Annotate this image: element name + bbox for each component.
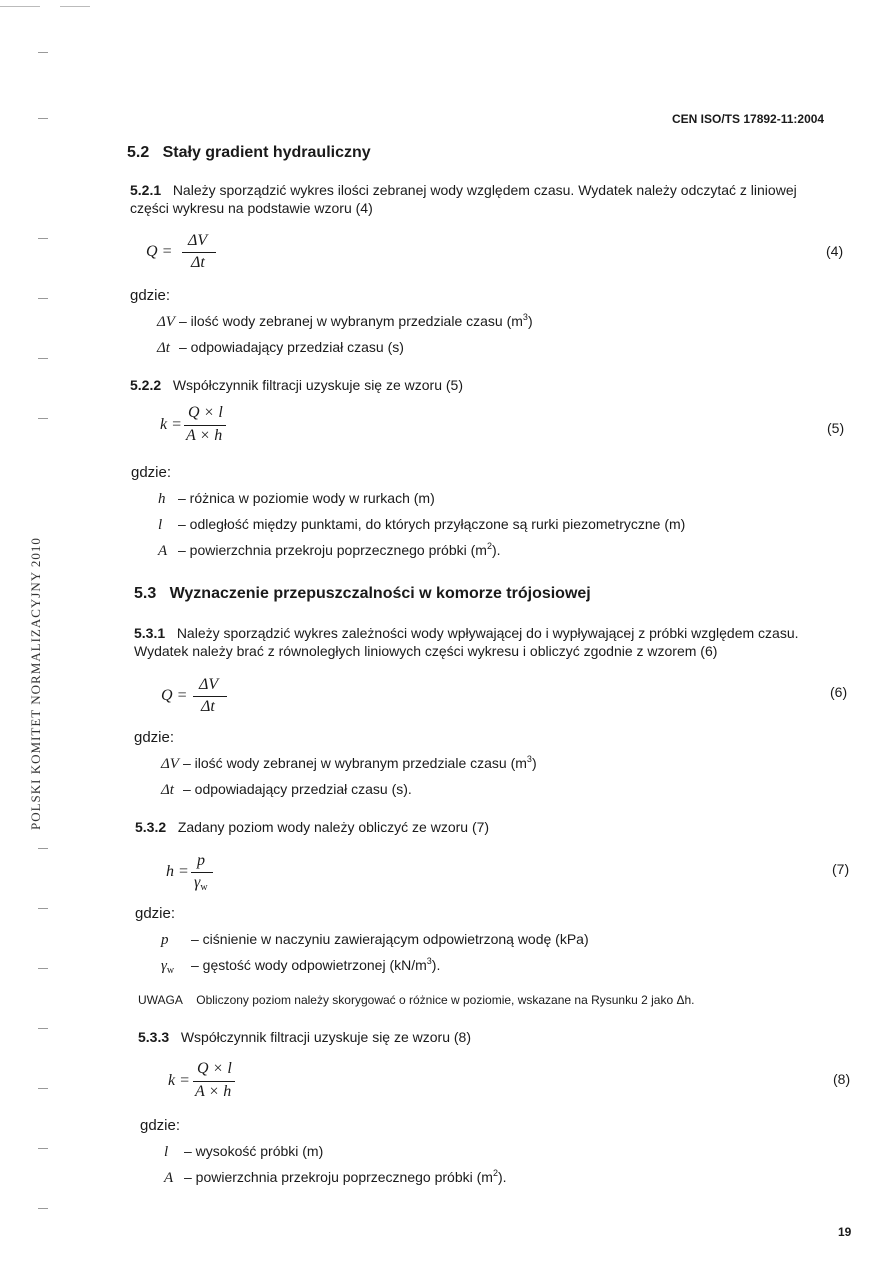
where-label: gdzie:: [134, 729, 175, 746]
definition-item: A – powierzchnia przekroju poprzecznego próbki $(m^2)$.: [158, 541, 501, 559]
margin-tick: [38, 1088, 48, 1089]
paragraph-number: 5.2.1: [130, 182, 162, 198]
equation-lhs: Q =: [146, 243, 173, 260]
symbol: h: [158, 491, 166, 507]
paragraph-text: Należy sporządzić wykres zależności wody wpływającej do i wypływającej z próbki względem czasu.: [176, 625, 799, 641]
equation-numerator: Q × l: [188, 404, 223, 421]
symbol: ΔV: [161, 756, 179, 772]
symbol: A: [164, 1170, 174, 1186]
paragraph-text: części wykresu na podstawie wzoru (4): [130, 200, 373, 216]
definition-item: ΔV – ilość wody zebranej w wybranym przedziale czasu $(m^3)$: [157, 312, 533, 330]
equation-lhs: Q =: [161, 687, 188, 704]
definition-item: p – ciśnienie w naczyniu zawierającym odpowietrzoną wodę (kPa): [161, 931, 589, 948]
margin-stamp: POLSKI KOMITET NORMALIZACYJNY 2010: [28, 537, 43, 830]
margin-tick: [38, 298, 48, 299]
symbol: l: [158, 517, 163, 533]
symbol: l: [164, 1144, 169, 1160]
where-label: gdzie:: [130, 287, 171, 304]
note-label: UWAGA: [138, 993, 183, 1007]
paragraph-number: 5.3.1: [134, 625, 166, 641]
where-label: gdzie:: [131, 464, 172, 481]
equation-numerator: ΔV: [199, 676, 219, 693]
section-number: 5.3: [134, 585, 157, 602]
section-number: 5.2: [127, 144, 150, 161]
equation-7: [166, 852, 236, 894]
paragraph-5-2-1: [130, 181, 797, 217]
equation-lhs: k =: [160, 416, 182, 433]
margin-tick: [38, 1208, 48, 1209]
symbol: $\gamma_w$: [161, 958, 175, 976]
section-title: Wyznaczenie przepuszczalności w komorze trójosiowej: [169, 585, 591, 602]
scan-edge-line: [0, 6, 40, 7]
paragraph-5-2-2: [130, 376, 463, 394]
paragraph-5-3-1: [134, 624, 799, 660]
paragraph-text: Zadany poziom wody należy obliczyć ze wzoru (7): [177, 819, 490, 835]
fraction-bar: [191, 872, 213, 873]
definition-item: l – odległość między punktami, do których przyłączone są rurki piezometryczne (m): [158, 516, 686, 533]
note-text: Obliczony poziom należy skorygować o różnice w poziomie, wskazane na Rysunku 2 jako Δh.: [196, 993, 695, 1007]
equation-numerator: ΔV: [188, 232, 208, 249]
equation-number: (5): [827, 420, 845, 436]
symbol: Δt: [161, 782, 174, 798]
paragraph-number: 5.2.2: [130, 377, 162, 393]
margin-tick: [38, 418, 48, 419]
margin-tick: [38, 968, 48, 969]
margin-tick: [38, 118, 48, 119]
equation-numerator: Q × l: [197, 1060, 232, 1077]
paragraph-text: Współczynnik filtracji uzyskuje się ze wzoru (5): [172, 377, 464, 393]
equation-denominator: A × h: [195, 1083, 232, 1100]
equation-denominator: A × h: [186, 427, 223, 444]
paragraph-5-3-3: [138, 1028, 471, 1046]
definition-item: l – wysokość próbki (m): [164, 1143, 324, 1160]
symbol: p: [161, 932, 169, 948]
equation-4: [146, 232, 226, 274]
equation-denominator: Δt: [191, 254, 205, 271]
equation-number: (7): [832, 861, 850, 877]
margin-tick: [38, 52, 48, 53]
section-title: Stały gradient hydrauliczny: [162, 144, 371, 161]
definition-item: Δt – odpowiadający przedział czasu (s): [157, 339, 404, 356]
definition-item: h – różnica w poziomie wody w rurkach (m): [158, 490, 435, 507]
paragraph-number: 5.3.2: [135, 819, 167, 835]
document-id: CEN ISO/TS 17892-11:2004: [672, 112, 825, 126]
margin-tick: [38, 848, 48, 849]
paragraph-number: 5.3.3: [138, 1029, 170, 1045]
equation-number: (6): [830, 684, 848, 700]
where-label: gdzie:: [135, 905, 176, 922]
definition-item: ΔV – ilość wody zebranej w wybranym przedziale czasu $(m^3)$: [161, 754, 537, 772]
definition-item: $\gamma_w$ – gęstość wody odpowietrzonej $(kN/m^3)$.: [161, 956, 441, 976]
definition-item: A – powierzchnia przekroju poprzecznego próbki $(m^2)$.: [164, 1168, 507, 1186]
equation-lhs: k =: [168, 1072, 190, 1089]
equation-6: [161, 676, 241, 718]
page-number: 19: [838, 1225, 852, 1239]
margin-tick: [38, 1028, 48, 1029]
scan-edge-line: [60, 6, 90, 7]
equation-numerator: p: [197, 852, 205, 869]
equation-number: (8): [833, 1071, 851, 1087]
equation-denominator: Δt: [201, 698, 215, 715]
equation-lhs: h =: [166, 863, 189, 880]
definition-item: Δt – odpowiadający przedział czasu (s).: [161, 781, 412, 798]
equation-8: [168, 1060, 258, 1104]
fraction-bar: [193, 696, 227, 697]
paragraph-text: Współczynnik filtracji uzyskuje się ze wzoru (8): [180, 1029, 472, 1045]
symbol: Δt: [157, 340, 170, 356]
where-label: gdzie:: [140, 1117, 181, 1134]
symbol: A: [158, 543, 168, 559]
note: [138, 993, 694, 1007]
paragraph-text: Należy sporządzić wykres ilości zebranej wody względem czasu. Wydatek należy odczytać z liniowej: [172, 182, 797, 198]
section-heading-5-2: [127, 144, 371, 162]
symbol: ΔV: [157, 314, 175, 330]
margin-tick: [38, 358, 48, 359]
margin-tick: [38, 238, 48, 239]
section-heading-5-3: [134, 585, 591, 603]
equation-5: [160, 404, 250, 448]
margin-tick: [38, 908, 48, 909]
paragraph-text: Wydatek należy brać z równoległych liniowych części wykresu i obliczyć zgodnie z wzorem (6): [134, 643, 718, 659]
fraction-bar: [182, 252, 216, 253]
margin-tick: [38, 1148, 48, 1149]
equation-denominator: γw: [194, 874, 208, 893]
paragraph-5-3-2: [135, 818, 489, 836]
fraction-bar: [193, 1081, 235, 1082]
fraction-bar: [184, 425, 226, 426]
equation-number: (4): [826, 243, 844, 259]
